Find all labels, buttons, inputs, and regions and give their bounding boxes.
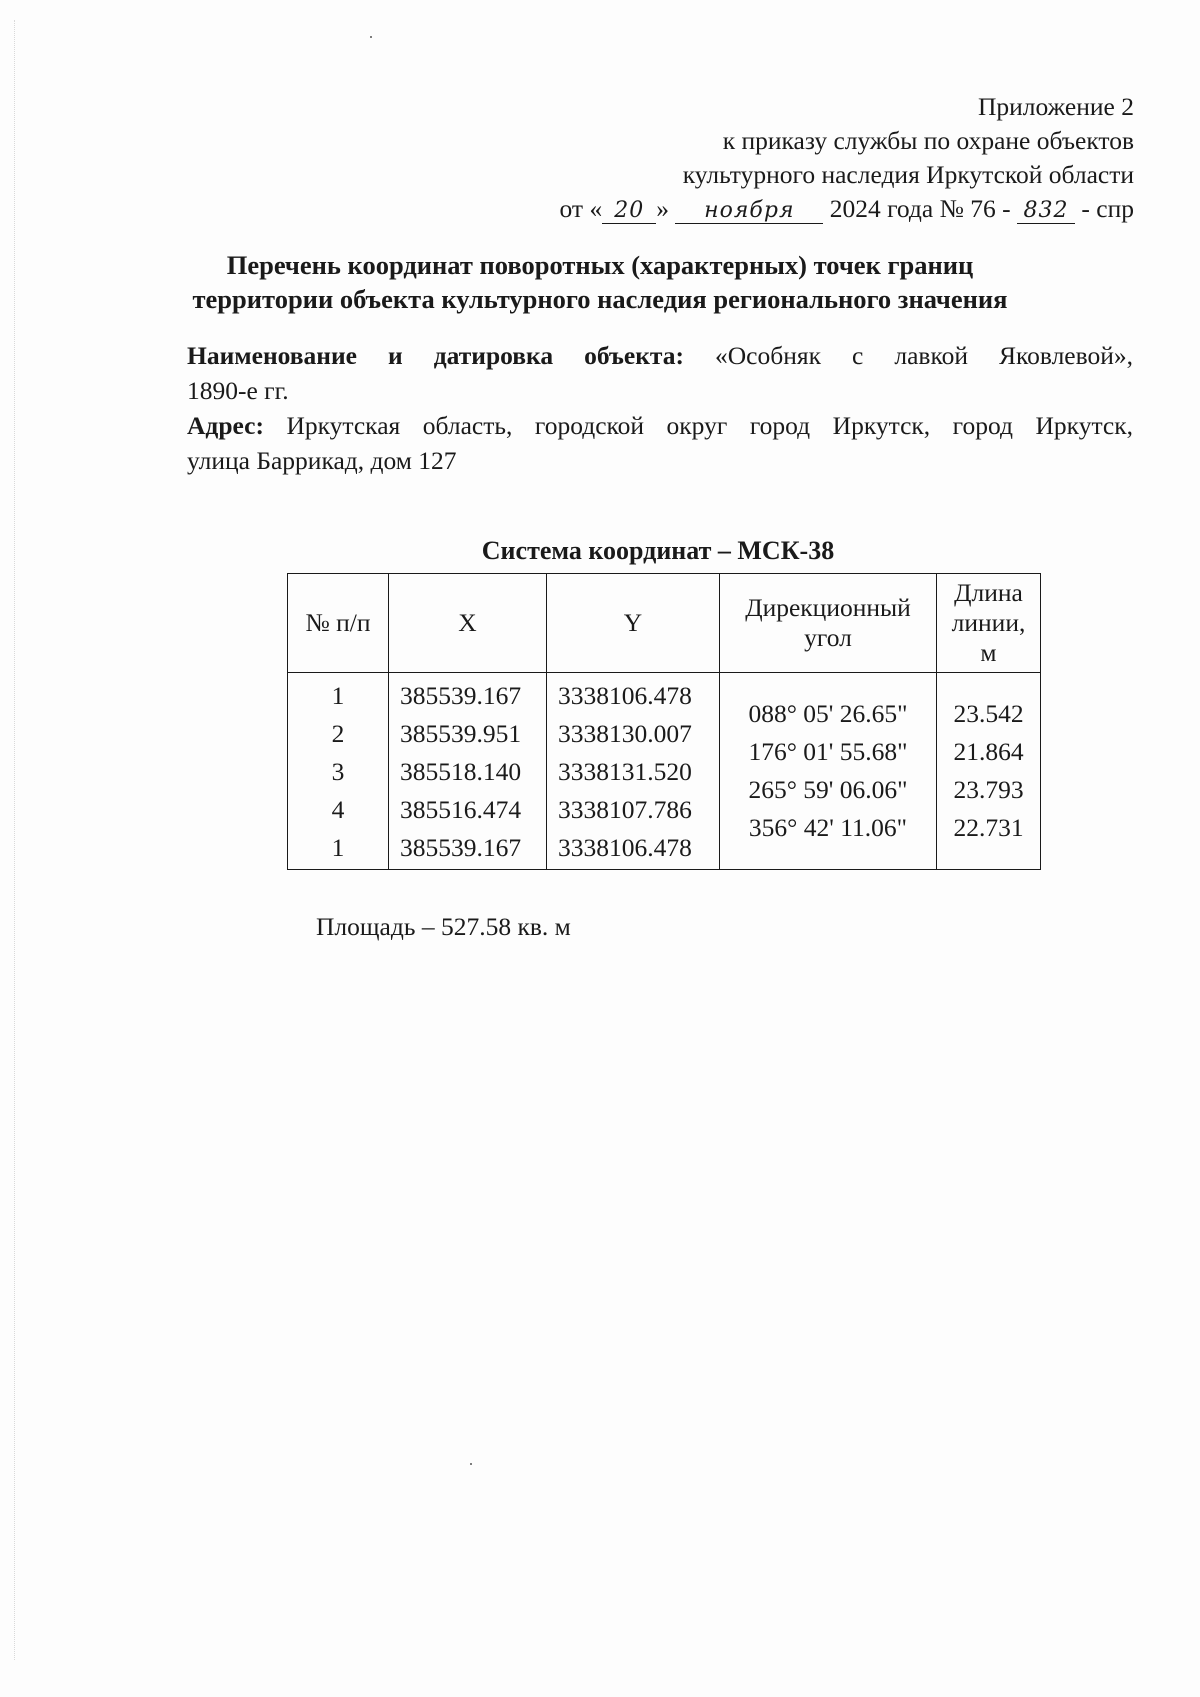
- header-x: X: [389, 574, 547, 673]
- scan-speck: [370, 36, 372, 38]
- point-y: 3338130.007: [558, 719, 692, 748]
- appendix-date-line: [560, 192, 1134, 226]
- segment-length: 23.542: [953, 699, 1024, 728]
- date-prefix: от «: [559, 194, 603, 223]
- segment-length: 21.864: [953, 737, 1024, 766]
- x-column: [389, 673, 547, 870]
- appendix-number: Приложение 2: [978, 92, 1134, 121]
- header-angle-line-1: Дирекционный: [745, 593, 911, 622]
- point-x: 385539.951: [400, 719, 522, 748]
- object-dating: 1890-е гг.: [187, 376, 289, 405]
- header-y: Y: [547, 574, 720, 673]
- point-number: 2: [331, 719, 345, 748]
- address-paragraph: [187, 408, 1133, 478]
- coordinates-table: [287, 573, 1041, 870]
- document-title: [0, 248, 1200, 316]
- point-number: 1: [331, 681, 345, 710]
- header-length-line-2: линии,: [951, 608, 1026, 637]
- handwritten-order-number: 832: [1017, 199, 1075, 224]
- date-mid: »: [656, 194, 669, 223]
- coordinate-system-title: Система координат – МСК-38: [481, 536, 835, 565]
- header-angle-line-2: угол: [804, 623, 852, 652]
- y-column: [547, 673, 720, 870]
- scan-speck: [470, 1463, 472, 1465]
- point-y: 3338106.478: [558, 681, 692, 710]
- segment-length: 23.793: [953, 775, 1024, 804]
- point-x: 385539.167: [400, 681, 522, 710]
- point-y: 3338106.478: [558, 833, 692, 862]
- object-name-paragraph: [187, 338, 1133, 408]
- table-body-row: [288, 673, 1041, 870]
- object-name-label: Наименование и датировка объекта:: [187, 341, 684, 370]
- header-length: [937, 574, 1041, 673]
- table-header-row: [288, 574, 1041, 673]
- appendix-agency: культурного наследия Иркутской области: [682, 160, 1134, 189]
- point-number: 4: [331, 795, 345, 824]
- handwritten-day: 20: [602, 199, 656, 224]
- header-num: № п/п: [288, 574, 389, 673]
- date-year: 2024 года № 76 -: [829, 194, 1011, 223]
- header-angle: [720, 574, 937, 673]
- segment-angle: 265° 59' 06.06": [748, 775, 908, 804]
- point-number-column: [288, 673, 389, 870]
- segment-angle: 356° 42' 11.06": [748, 813, 908, 842]
- address-value: Иркутская область, городской округ город Иркутск, город Иркутск,: [286, 411, 1133, 440]
- point-x: 385539.167: [400, 833, 522, 862]
- point-number: 3: [331, 757, 345, 786]
- header-length-line-1: Длина: [954, 578, 1023, 607]
- segment-angle: 176° 01' 55.68": [748, 737, 908, 766]
- address-line: [187, 408, 1133, 443]
- point-y: 3338131.520: [558, 757, 692, 786]
- length-column: [937, 673, 1041, 870]
- point-x: 385516.474: [400, 795, 522, 824]
- segment-length: 22.731: [953, 813, 1024, 842]
- order-suffix: - спр: [1081, 194, 1134, 223]
- address-street: улица Баррикад, дом 127: [187, 446, 457, 475]
- object-name-line: [187, 338, 1133, 373]
- address-label: Адрес:: [187, 411, 264, 440]
- appendix-order-ref: к приказу службы по охране объектов: [722, 126, 1134, 155]
- point-x: 385518.140: [400, 757, 522, 786]
- point-y: 3338107.786: [558, 795, 692, 824]
- area-value: Площадь – 527.58 кв. м: [316, 912, 571, 941]
- point-number: 1: [331, 833, 345, 862]
- object-info: [187, 338, 1133, 478]
- header-length-line-3: м: [980, 638, 997, 667]
- object-name-value: «Особняк с лавкой Яковлевой»,: [715, 341, 1133, 370]
- title-line-2: территории объекта культурного наследия регионального значения: [192, 284, 1008, 314]
- angle-column: [720, 673, 937, 870]
- segment-angle: 088° 05' 26.65": [748, 699, 908, 728]
- appendix-header: [560, 90, 1134, 226]
- title-line-1: Перечень координат поворотных (характерных) точек границ: [226, 250, 974, 280]
- handwritten-month: ноября: [675, 199, 823, 224]
